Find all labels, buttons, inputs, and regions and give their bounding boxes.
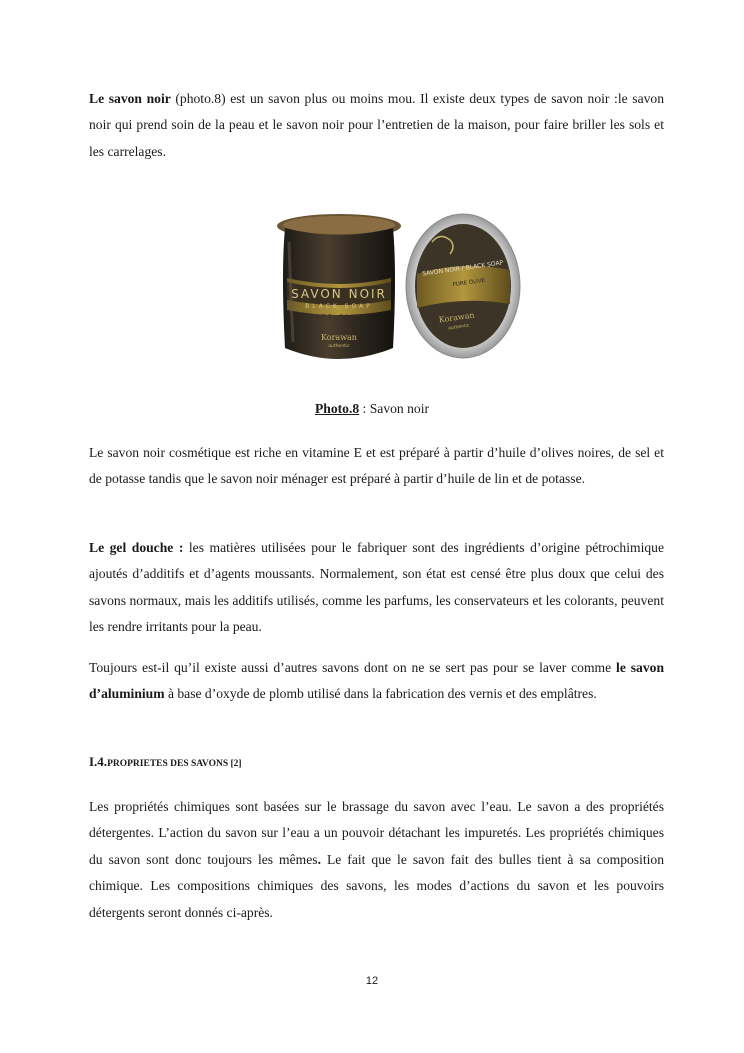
jar-logo: Korawan xyxy=(321,333,357,342)
section-number: I.4. xyxy=(89,754,108,769)
paragraph-proprietes: Les propriétés chimiques sont basées sur le brassage du savon avec l’eau. Le savon a des propriétés détergentes. L’action du savon sur l’eau a un pouvoir détachant les impuretés. Les propriétés chimiques du savon sont donc toujours les mêmes. Le fait que le savon fait des bulles tient à sa composition chimique. Les compositions chimiques des savons, les modes d’actions du savon et les pouvoirs détergents seront donnés ci-après. xyxy=(89,799,664,920)
lid-text-2: PURE OLIVE xyxy=(452,277,486,289)
paragraph-savon-aluminium: Toujours est-il qu’il existe aussi d’autres savons dont on ne se sert pas pour se laver comme le savon d’aluminium à base d’oxyde de plomb utilisé dans la fabrication des vernis et des emplâtres. xyxy=(89,660,664,702)
term-savon-noir: Le savon noir xyxy=(89,91,171,106)
lid-logo-sub: authentic xyxy=(448,323,470,332)
jar-brand-line-1: SAVON NOIR xyxy=(291,287,387,301)
jar-brand-line-2: BLACK SOAP xyxy=(305,303,373,310)
lid-text-1: SAVON NOIR / BLACK SOAP xyxy=(421,259,504,278)
jar-logo-sub: authentic xyxy=(328,344,350,349)
page-number: 12 xyxy=(365,975,379,987)
section-title: PROPRIETES DES SAVONS [2] xyxy=(107,759,242,769)
caption-number: Photo.8 xyxy=(314,401,360,416)
jar-lid xyxy=(406,214,520,358)
caption-text: Savon noir xyxy=(369,401,430,416)
black-soap-photo xyxy=(277,212,523,368)
paragraph-savon-cosmetique: Le savon noir cosmétique est riche en vitamine E et est préparé à partir d’huile d’olives noires, de sel et de potasse tandis que le savon noir ménager est préparé à partir d’huile de lin et de potasse. xyxy=(89,445,664,487)
soap-jar xyxy=(277,214,401,359)
paragraph-savon-noir: Le savon noir (photo.8) est un savon plus ou moins mou. Il existe deux types de savon noir :le savon noir qui prend soin de la peau et le savon noir pour l’entretien de la maison, pour faire briller les sols et les carrelages. xyxy=(89,91,664,159)
term-savon-aluminium: le savon d’aluminium xyxy=(89,660,664,702)
paragraph-gel-douche: Le gel douche : les matières utilisées pour le fabriquer sont des ingrédients d’origine pétrochimique ajoutés d’additifs et d’agents moussants. Normalement, son état est censé être plus doux que celui des savons normaux, mais les additifs utilisés, comme les parfums, les conservateurs et les colorants, peuvent les rendre irritants pour la peau. xyxy=(89,540,664,635)
jar-brand-line-3: PURE OLIVE xyxy=(309,314,369,320)
photo-caption: Photo.8 : Savon noir xyxy=(314,401,430,416)
section-heading xyxy=(89,754,242,770)
lid-logo: Korawan xyxy=(438,310,476,325)
term-gel-douche: Le gel douche : xyxy=(89,540,184,555)
